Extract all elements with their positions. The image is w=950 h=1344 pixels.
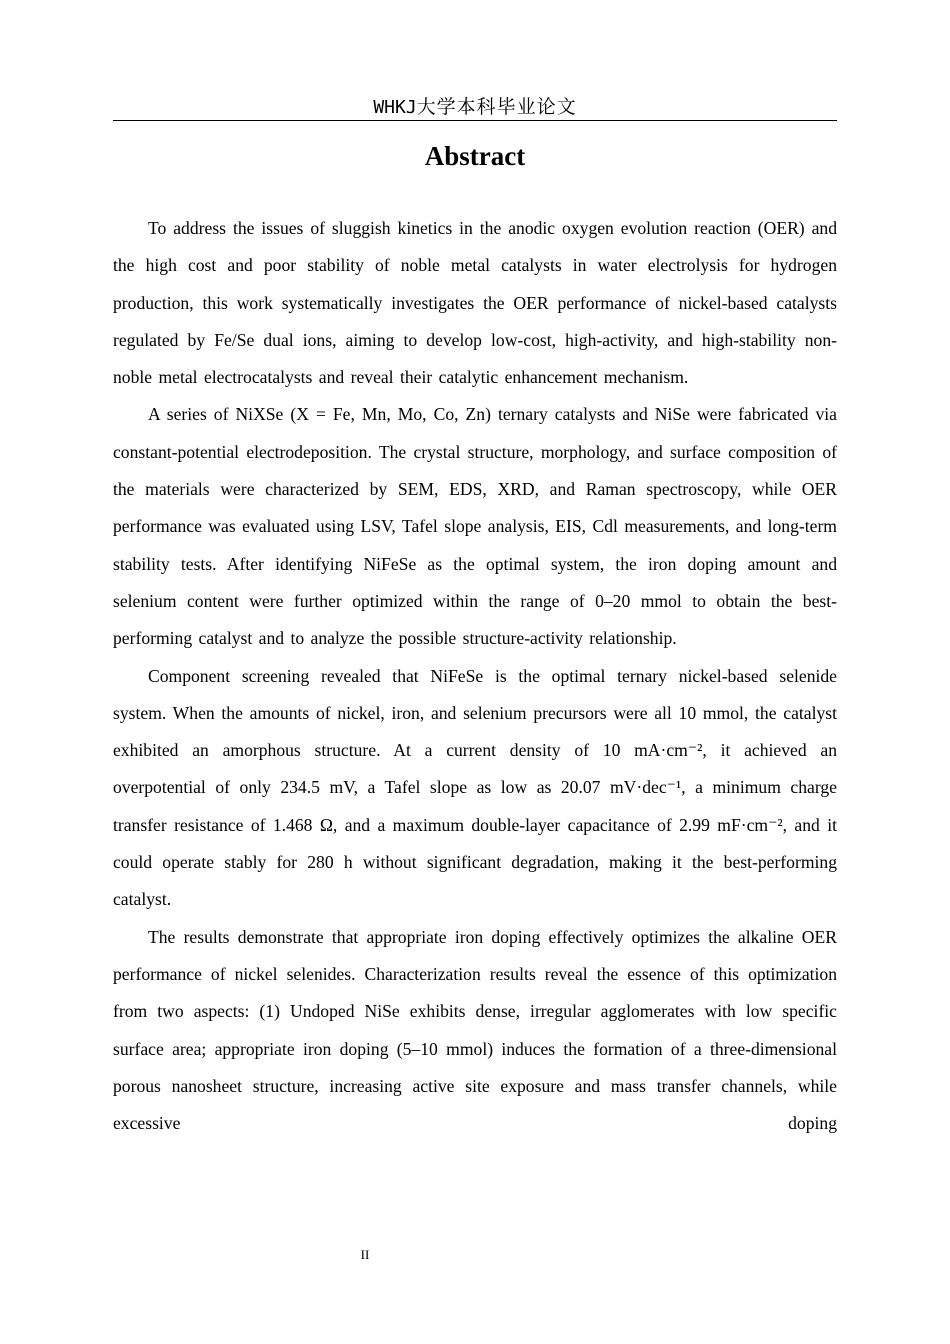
abstract-paragraph-2: A series of NiXSe (X = Fe, Mn, Mo, Co, Zn) ternary catalysts and NiSe were fabricated via constant-potential electrodeposition. The crystal structure, morphology, and surface composition of the materials were characterized by SEM, EDS, XRD, and Raman spectroscopy, while OER performance was evaluated using LSV, Tafel slope analysis, EIS, Cdl measurements, and long-term stability tests. After identifying NiFeSe as the optimal system, the iron doping amount and selenium content were further optimized within the range of 0–20 mmol to obtain the best-performing catalyst and to analyze the possible structure-activity relationship. xyxy=(113,404,837,649)
page-number: II xyxy=(360,1247,370,1262)
page-title: Abstract xyxy=(424,141,526,171)
abstract-paragraph-1: To address the issues of sluggish kinetics in the anodic oxygen evolution reaction (OER) and the high cost and poor stability of noble metal catalysts in water electrolysis for hydrogen production, this work systematically investigates the OER performance of nickel-based catalysts regulated by Fe/Se dual ions, aiming to develop low-cost, high-activity, and high-stability non-noble metal electrocatalysts and reveal their catalytic enhancement mechanism. xyxy=(113,218,837,388)
header-latin-text: WHKJ xyxy=(373,97,417,118)
abstract-body xyxy=(113,210,837,1142)
abstract-paragraph-4: The results demonstrate that appropriate iron doping effectively optimizes the alkaline OER performance of nickel selenides. Characterization results reveal the essence of this optimization from two aspects: (1) Undoped NiSe exhibits dense, irregular agglomerates with low specific surface area; appropriate iron doping (5–10 mmol) induces the formation of a three-dimensional porous nanosheet structure, increasing active site exposure and mass transfer channels, while excessive doping xyxy=(113,926,837,1134)
header-chinese-text: 大学本科毕业论文 xyxy=(416,96,577,118)
running-header xyxy=(113,94,837,121)
abstract-paragraph-3: Component screening revealed that NiFeSe is the optimal ternary nickel-based selenide system. When the amounts of nickel, iron, and selenium precursors were all 10 mmol, the catalyst exhibited an amorphous structure. At a current density of 10 mA·cm⁻², it achieved an overpotential of only 234.5 mV, a Tafel slope as low as 20.07 mV·dec⁻¹, a minimum charge transfer resistance of 1.468 Ω, and a maximum double-layer capacitance of 2.99 mF·cm⁻², and it could operate stably for 280 h without significant degradation, making it the best-performing catalyst. xyxy=(113,665,837,910)
